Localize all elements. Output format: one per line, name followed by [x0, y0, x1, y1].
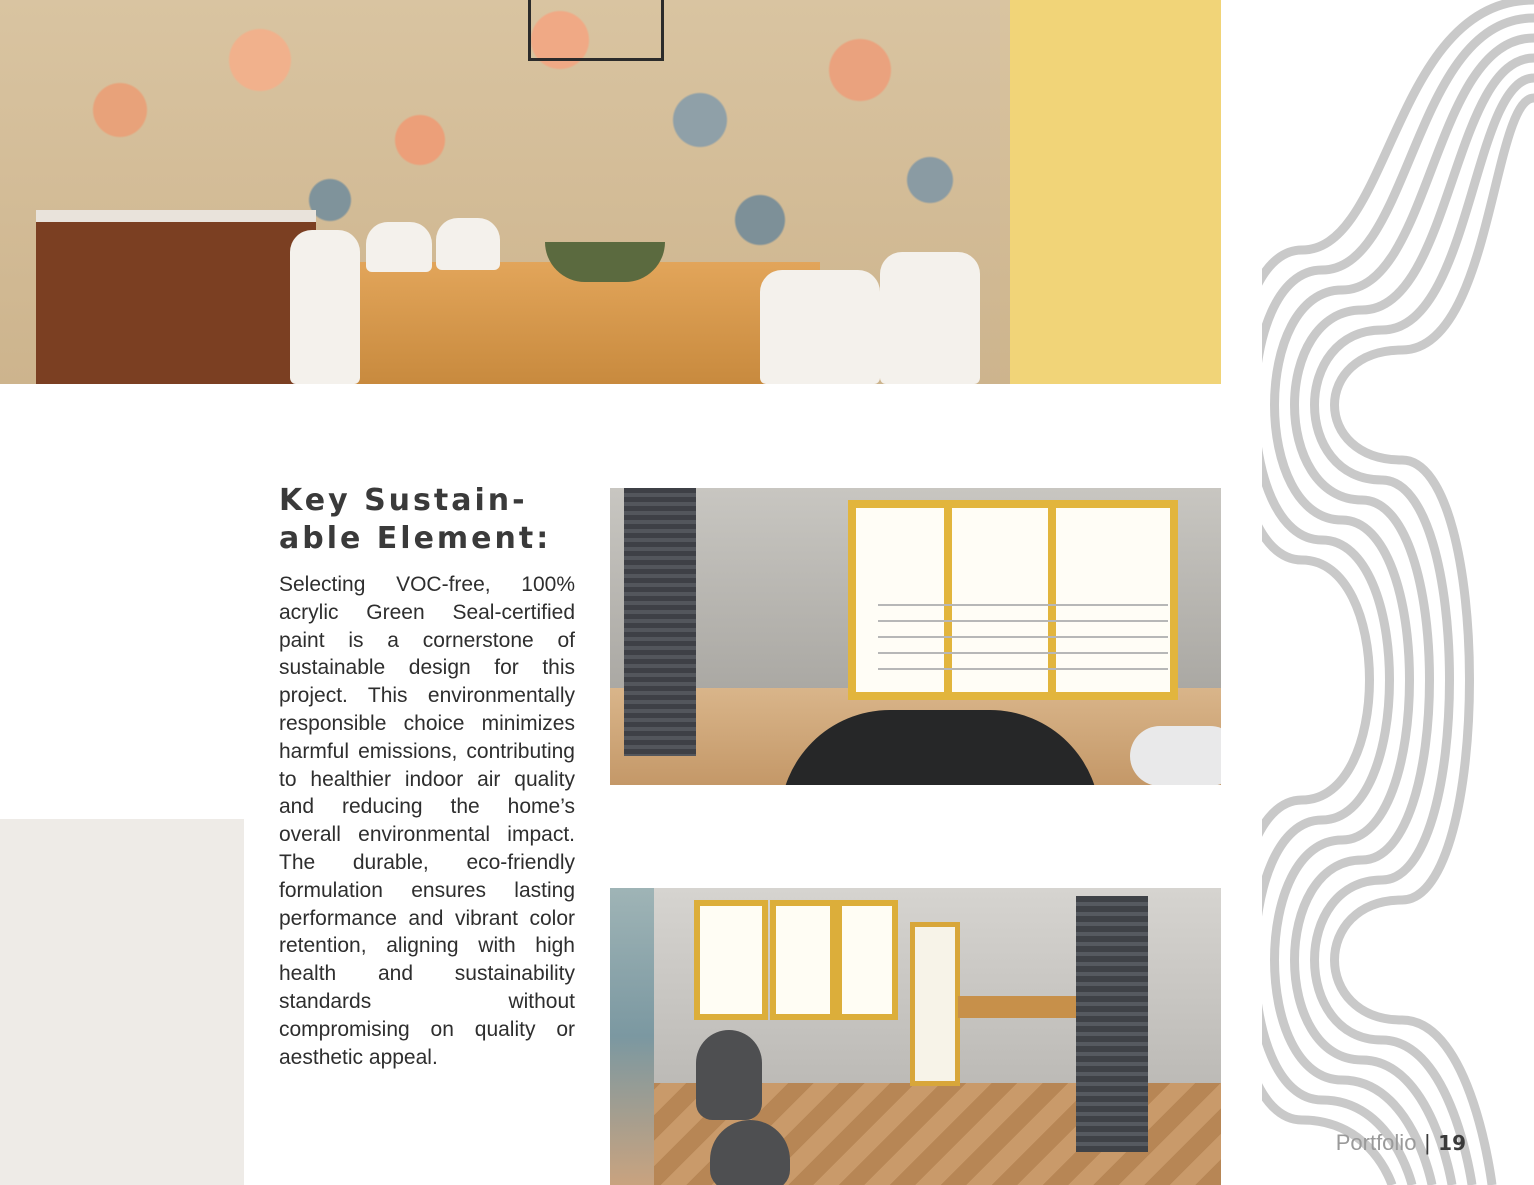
bedroom-render-image [610, 488, 1221, 785]
yellow-wall-panel [1010, 0, 1221, 384]
dining-chair [436, 218, 500, 270]
dining-chair [366, 222, 432, 272]
footer-label: Portfolio [1335, 1130, 1417, 1155]
footer-separator: | [1424, 1130, 1431, 1155]
pendant-lamp [528, 0, 664, 61]
bed-pillow [1130, 726, 1221, 785]
yellow-framed-window [770, 900, 836, 1020]
dining-chair [880, 252, 980, 384]
yellow-framed-window [836, 900, 898, 1020]
louvered-closet-door [624, 488, 696, 756]
yellow-framed-window [848, 500, 1178, 700]
section-heading: Key Sustain- able Element: [279, 483, 552, 556]
wave-stripe-graphic [1262, 0, 1534, 1185]
yellow-framed-window [694, 900, 768, 1020]
dining-chair [760, 270, 880, 384]
dining-chair [290, 230, 360, 384]
beige-decor-panel [0, 819, 244, 1185]
hero-dining-room-image [0, 0, 1221, 384]
living-room-render-image [610, 888, 1221, 1185]
kitchen-counter [36, 210, 316, 384]
section-body-text: Selecting VOC-free, 100% acrylic Green Seal-certified paint is a cornerstone of sustainable design for this project. This environmentally responsible choice minimizes harmful emissions, contributing to healthier indoor air quality and reducing the home’s overall environmental impact. The durable, eco-friendly formulation ensures lasting performance and vibrant color retention, aligning with high health and sustainability standards without compromising on quality or aesthetic appeal. [279, 573, 575, 1069]
page-footer [1336, 1128, 1466, 1158]
page-number: 19 [1438, 1131, 1466, 1155]
console-table [958, 996, 1076, 1018]
balcony-door [910, 922, 960, 1086]
louvered-closet-door [1076, 896, 1148, 1152]
lounge-chair [696, 1030, 762, 1120]
floral-mural-edge [610, 888, 654, 1185]
